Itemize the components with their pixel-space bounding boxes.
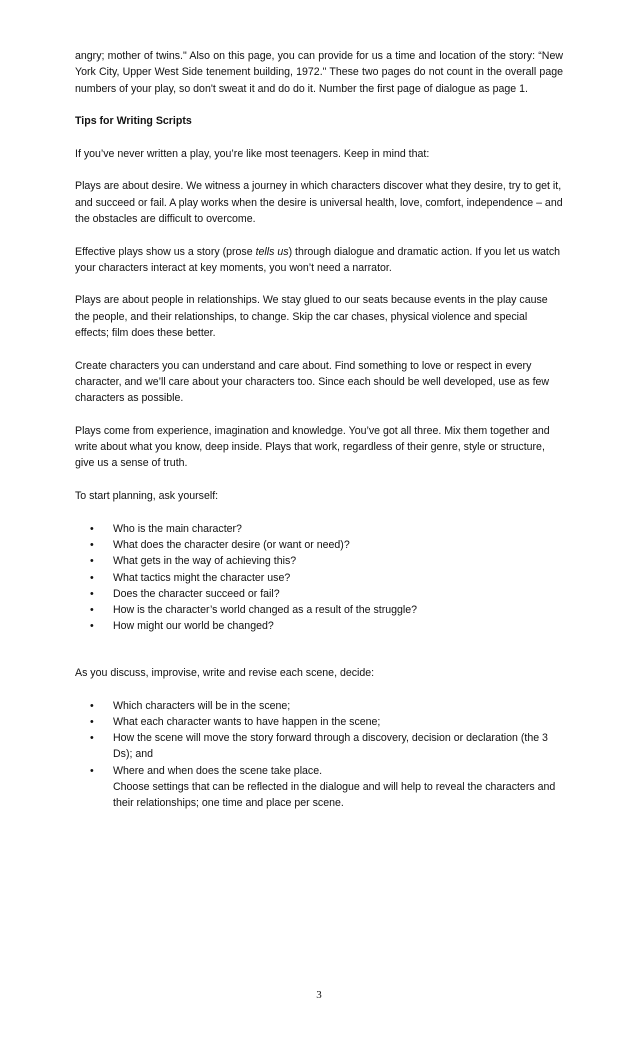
list-item-text: What each character wants to have happen in the scene; bbox=[113, 715, 381, 728]
page-number: 3 bbox=[316, 989, 322, 1001]
list-item-text: How the scene will move the story forward through a discovery, decision or declaration (the 3 Ds); and bbox=[113, 732, 548, 761]
teen-intro-paragraph: If you’ve never written a play, you’re like most teenagers. Keep in mind that: bbox=[75, 147, 430, 160]
list-item-text: Who is the main character? bbox=[113, 522, 242, 535]
bullet-icon: • bbox=[90, 587, 94, 600]
list-item bbox=[75, 698, 563, 714]
list-item bbox=[75, 553, 563, 569]
bullet-icon: • bbox=[90, 604, 94, 617]
bullet-icon: • bbox=[90, 538, 94, 551]
list-item bbox=[75, 537, 563, 553]
planning-intro: To start planning, ask yourself: bbox=[75, 490, 219, 503]
bullet-icon: • bbox=[90, 620, 94, 633]
section-spacer bbox=[75, 651, 563, 665]
story-text-before: Effective plays show us a story (prose bbox=[75, 245, 256, 258]
list-item-text: What gets in the way of achieving this? bbox=[113, 555, 297, 568]
bullet-icon: • bbox=[90, 732, 94, 745]
list-item bbox=[75, 570, 563, 586]
bullet-icon: • bbox=[90, 522, 94, 535]
scene-intro: As you discuss, improvise, write and revise each scene, decide: bbox=[75, 666, 375, 679]
list-item-continuation: Choose settings that can be reflected in the dialogue and will help to reveal the characters and their relationships; one time and place per scene. bbox=[113, 781, 556, 810]
list-item bbox=[75, 586, 563, 602]
bullet-icon: • bbox=[90, 715, 94, 728]
characters-paragraph: Create characters you can understand and care about. Find something to love or respect in every character, and we’ll care about your characters too. Since each should be well developed, use as few characters as possible. bbox=[75, 359, 550, 405]
relationships-paragraph: Plays are about people in relationships. We stay glued to our seats because events in the play cause the people, and their relationships, to change. Skip the car chases, physical violence and special effects; film does these better. bbox=[75, 294, 548, 340]
scene-decisions-list bbox=[75, 698, 563, 812]
list-item-text: What tactics might the character use? bbox=[113, 571, 291, 584]
story-text-emphasis: tells us bbox=[255, 245, 289, 258]
list-item-text: How is the character’s world changed as a result of the struggle? bbox=[113, 604, 418, 617]
bullet-icon: • bbox=[90, 764, 94, 777]
bullet-icon: • bbox=[90, 699, 94, 712]
desire-paragraph: Plays are about desire. We witness a journey in which characters discover what they desire, try to get it, and succeed or fail. A play works when the desire is universal health, love, comfort, independence – and the obstacles are difficult to overcome. bbox=[75, 180, 563, 225]
list-item-text: Does the character succeed or fail? bbox=[113, 587, 280, 600]
bullet-icon: • bbox=[90, 555, 94, 568]
list-item-text: Which characters will be in the scene; bbox=[113, 699, 291, 712]
list-item-text: Where and when does the scene take place. bbox=[113, 764, 323, 777]
list-item bbox=[75, 618, 563, 634]
list-item-text: How might our world be changed? bbox=[113, 620, 274, 633]
list-item bbox=[75, 602, 563, 618]
bullet-icon: • bbox=[90, 571, 94, 584]
list-item bbox=[75, 714, 563, 730]
list-item bbox=[75, 521, 563, 537]
story-text-after: ) through dialogue and dramatic action. If you let us watch your characters interact at key moments, you won’t need a narrator. bbox=[75, 245, 561, 274]
list-item bbox=[75, 763, 563, 812]
planning-questions-list bbox=[75, 521, 563, 635]
experience-paragraph: Plays come from experience, imagination and knowledge. You’ve got all three. Mix them together and write about what you know, deep inside. Plays that work, regardless of their genre, style or structure, give us a sense of truth. bbox=[75, 424, 550, 470]
page-content bbox=[75, 48, 563, 828]
list-item bbox=[75, 730, 563, 763]
story-paragraph bbox=[75, 244, 563, 277]
tips-heading: Tips for Writing Scripts bbox=[75, 115, 192, 128]
intro-paragraph: angry; mother of twins." Also on this page, you can provide for us a time and location of the story: “New York City, Upper West Side tenement building, 1972." These two pages do not count in the overall page numbers of your play, so don't sweat it and do do it. Number the first page of dialogue as page 1. bbox=[75, 50, 563, 95]
list-item-text: What does the character desire (or want or need)? bbox=[113, 538, 350, 551]
